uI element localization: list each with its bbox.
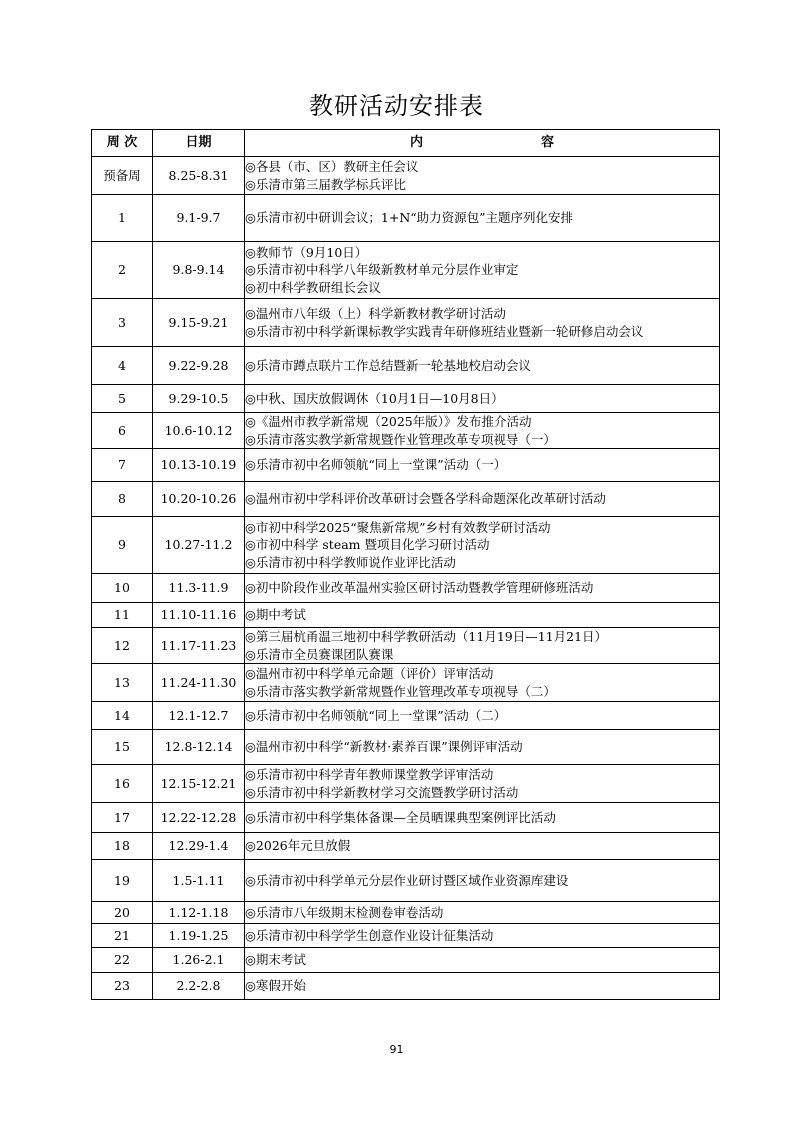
table-row [92, 860, 720, 902]
content-cell [245, 449, 720, 482]
week-cell: 6 [92, 413, 153, 449]
activity-item: ◎初中阶段作业改革温州实验区研讨活动暨教学管理研修班活动 [245, 580, 594, 596]
week-cell: 16 [92, 765, 153, 803]
week-cell: 10 [92, 574, 153, 603]
schedule-table [91, 129, 720, 1000]
activity-item: ◎乐清市八年级期末检测卷审卷活动 [245, 904, 444, 920]
activity-item: ◎乐清市初中科学学生创意作业设计征集活动 [245, 927, 494, 943]
date-cell: 1.12-1.18 [153, 902, 245, 924]
table-row [92, 157, 720, 195]
content-cell [245, 157, 720, 195]
activity-item: ◎乐清市初中科学集体备课—全员晒课典型案例评比活动 [245, 809, 556, 825]
activity-item: ◎乐清市初中名师领航“同上一堂课”活动（一） [245, 457, 507, 473]
content-cell [245, 973, 720, 1000]
date-cell: 11.3-11.9 [153, 574, 245, 603]
content-cell [245, 385, 720, 413]
content-cell [245, 833, 720, 860]
week-cell: 13 [92, 664, 153, 702]
table-row [92, 385, 720, 413]
table-row [92, 603, 720, 628]
date-cell: 11.10-11.16 [153, 603, 245, 628]
content-cell [245, 803, 720, 833]
table-row [92, 973, 720, 1000]
content-cell [245, 413, 720, 449]
date-cell: 2.2-2.8 [153, 973, 245, 1000]
week-cell: 23 [92, 973, 153, 1000]
activity-item: ◎乐清市初中科学新课标教学实践青年研修班结业暨新一轮研修启动会议 [245, 323, 644, 339]
date-cell: 12.22-12.28 [153, 803, 245, 833]
week-cell: 14 [92, 702, 153, 730]
date-cell: 8.25-8.31 [153, 157, 245, 195]
activity-item: ◎《温州市教学新常规（2025年版）》发布推介活动 [245, 414, 532, 429]
date-cell: 10.6-10.12 [153, 413, 245, 449]
page-title: 教研活动安排表 [309, 92, 484, 120]
week-cell: 7 [92, 449, 153, 482]
page-number: 91 [389, 1043, 404, 1056]
activity-item: ◎寒假开始 [245, 978, 306, 994]
content-cell [245, 730, 720, 765]
content-header-left: 内 [409, 135, 423, 151]
date-cell: 9.15-9.21 [153, 299, 245, 347]
content-cell [245, 574, 720, 603]
table-row [92, 574, 720, 603]
activity-item: ◎乐清市初中科学教师说作业评比活动 [245, 554, 456, 570]
week-cell: 19 [92, 860, 153, 902]
date-cell: 11.17-11.23 [153, 628, 245, 664]
date-cell: 10.27-11.2 [153, 517, 245, 574]
schedule-body [92, 157, 720, 1000]
week-cell: 18 [92, 833, 153, 860]
table-row [92, 449, 720, 482]
week-cell: 17 [92, 803, 153, 833]
date-cell: 9.1-9.7 [153, 195, 245, 242]
date-cell: 12.8-12.14 [153, 730, 245, 765]
table-row [92, 948, 720, 973]
content-cell [245, 664, 720, 702]
table-row [92, 902, 720, 924]
table-row [92, 833, 720, 860]
table-row [92, 413, 720, 449]
content-cell [245, 948, 720, 973]
week-cell: 15 [92, 730, 153, 765]
date-cell: 9.8-9.14 [153, 242, 245, 299]
activity-item: ◎温州市初中学科评价改革研讨会暨各学科命题深化改革研讨活动 [245, 491, 606, 507]
date-cell: 12.15-12.21 [153, 765, 245, 803]
week-cell: 21 [92, 924, 153, 948]
activity-item: ◎市初中科学 steam 暨项目化学习研讨活动 [245, 537, 490, 553]
table-row [92, 482, 720, 517]
date-cell: 10.20-10.26 [153, 482, 245, 517]
week-cell: 2 [92, 242, 153, 299]
activity-item: ◎乐清市初中名师领航“同上一堂课”活动（二） [245, 707, 507, 723]
table-row [92, 299, 720, 347]
week-cell: 9 [92, 517, 153, 574]
date-cell: 11.24-11.30 [153, 664, 245, 702]
activity-item: ◎2026年元旦放假 [245, 838, 351, 854]
activity-item: ◎乐清市初中科学单元分层作业研讨暨区域作业资源库建设 [245, 872, 569, 888]
activity-item: ◎乐清市落实教学新常规暨作业管理改革专项视导（二） [245, 683, 556, 699]
date-cell: 1.26-2.1 [153, 948, 245, 973]
date-cell: 12.29-1.4 [153, 833, 245, 860]
date-cell: 1.19-1.25 [153, 924, 245, 948]
activity-item: ◎乐清市全员赛课团队赛课 [245, 646, 394, 662]
table-row [92, 803, 720, 833]
activity-item: ◎乐清市蹲点联片工作总结暨新一轮基地校启动会议 [245, 357, 531, 373]
week-cell: 12 [92, 628, 153, 664]
activity-item: ◎各县（市、区）教研主任会议 [245, 159, 419, 174]
table-row [92, 924, 720, 948]
week-cell: 20 [92, 902, 153, 924]
week-cell: 22 [92, 948, 153, 973]
activity-item: ◎教师节（9月10日） [245, 244, 368, 260]
week-cell: 1 [92, 195, 153, 242]
content-cell [245, 517, 720, 574]
activity-item: ◎乐清市初中科学青年教师课堂教学评审活动 [245, 767, 494, 782]
activity-item: ◎温州市初中科学单元命题（评价）评审活动 [245, 666, 494, 681]
table-row [92, 347, 720, 385]
week-cell: 预备周 [92, 157, 153, 195]
content-header-right: 容 [541, 135, 555, 151]
week-cell: 8 [92, 482, 153, 517]
activity-item: ◎中秋、国庆放假调休（10月1日—10月8日） [245, 390, 504, 406]
content-cell [245, 603, 720, 628]
content-cell [245, 299, 720, 347]
activity-item: ◎乐清市初中科学新教材学习交流暨教学研讨活动 [245, 784, 519, 800]
content-cell [245, 242, 720, 299]
content-cell [245, 195, 720, 242]
table-row [92, 765, 720, 803]
table-row [92, 664, 720, 702]
date-cell: 12.1-12.7 [153, 702, 245, 730]
activity-item: ◎乐清市初中科学八年级新教材单元分层作业审定 [245, 262, 519, 278]
week-header: 周 次 [92, 130, 153, 157]
content-cell [245, 628, 720, 664]
week-cell: 4 [92, 347, 153, 385]
week-cell: 5 [92, 385, 153, 413]
table-row [92, 517, 720, 574]
content-cell [245, 765, 720, 803]
table-row [92, 195, 720, 242]
content-cell [245, 902, 720, 924]
content-cell [245, 347, 720, 385]
date-cell: 1.5-1.11 [153, 860, 245, 902]
content-header [245, 130, 720, 157]
table-row [92, 702, 720, 730]
content-cell [245, 702, 720, 730]
activity-item: ◎乐清市初中研训会议；1+N“助力资源包”主题序列化安排 [245, 210, 574, 226]
activity-item: ◎期末考试 [245, 952, 306, 968]
date-cell: 10.13-10.19 [153, 449, 245, 482]
content-cell [245, 924, 720, 948]
activity-item: ◎乐清市第三届教学标兵评比 [245, 176, 406, 192]
activity-item: ◎温州市八年级（上）科学新教材教学研讨活动 [245, 306, 506, 321]
date-cell: 9.22-9.28 [153, 347, 245, 385]
activity-item: ◎期中考试 [245, 607, 306, 623]
activity-item: ◎第三届杭甬温三地初中科学教研活动（11月19日—11月21日） [245, 629, 608, 644]
activity-item: ◎乐清市落实教学新常规暨作业管理改革专项视导（一） [245, 431, 556, 447]
activity-item: ◎市初中科学2025“聚焦新常规”乡村有效教学研讨活动 [245, 519, 551, 535]
date-cell: 9.29-10.5 [153, 385, 245, 413]
table-row [92, 242, 720, 299]
table-row [92, 628, 720, 664]
table-header-row [92, 130, 720, 157]
table-row [92, 730, 720, 765]
content-cell [245, 482, 720, 517]
date-header: 日期 [153, 130, 245, 157]
activity-item: ◎初中科学教研组长会议 [245, 279, 381, 295]
week-cell: 3 [92, 299, 153, 347]
activity-item: ◎温州市初中科学“新教材·素养百课”课例评审活动 [245, 739, 523, 755]
week-cell: 11 [92, 603, 153, 628]
content-cell [245, 860, 720, 902]
